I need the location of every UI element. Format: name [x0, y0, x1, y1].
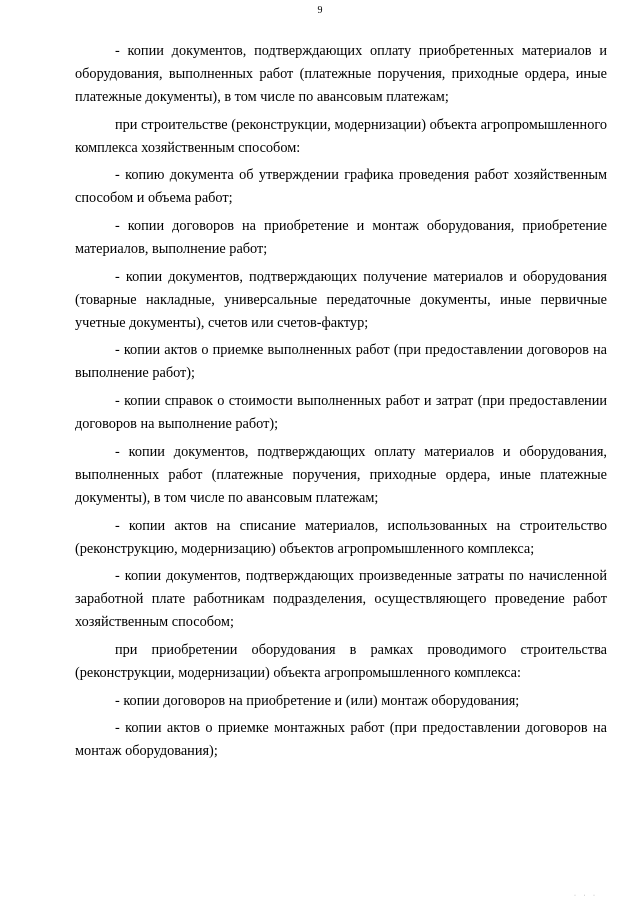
paragraph: при приобретении оборудования в рамках проводимого строительства (реконструкции, модернизации) объекта агропромышленного комплекса:	[75, 641, 607, 681]
paragraph: - копии документов, подтверждающих произведенные затраты по начисленной заработной плате работникам подразделения, осуществляющего проведение работ хозяйственным способом;	[75, 568, 607, 631]
paragraph: - копии договоров на приобретение и монтаж оборудования, приобретение материалов, выполнение работ;	[75, 218, 607, 258]
scan-marks: · · ·	[574, 893, 598, 899]
paragraph: - копии актов о приемке выполненных работ (при предоставлении договоров на выполнение работ);	[75, 342, 607, 382]
paragraph: при строительстве (реконструкции, модернизации) объекта агропромышленного комплекса хозяйственным способом:	[75, 116, 607, 156]
paragraph: - копии актов на списание материалов, использованных на строительство (реконструкцию, модернизацию) объектов агропромышленного комплекса;	[75, 517, 607, 557]
paragraph: - копии договоров на приобретение и (или) монтаж оборудования;	[115, 692, 520, 709]
paragraph: - копии документов, подтверждающих получение материалов и оборудования (товарные накладные, универсальные передаточные документы, иные первичные учетные документы), счетов или счетов-фактур;	[75, 268, 607, 331]
page-number: 9	[317, 5, 323, 16]
document-body	[75, 40, 607, 768]
paragraph: - копии актов о приемке монтажных работ (при предоставлении договоров на монтаж оборудования);	[75, 720, 607, 760]
paragraph: - копии документов, подтверждающих оплату приобретенных материалов и оборудования, выполненных работ (платежные поручения, приходные ордера, иные платежные документы), в том числе по авансовым платежам;	[75, 43, 607, 105]
paragraph: - копии справок о стоимости выполненных работ и затрат (при предоставлении договоров на выполнение работ);	[75, 393, 607, 433]
paragraph: - копии документов, подтверждающих оплату материалов и оборудования, выполненных работ (платежные поручения, приходные ордера, иные платежные документы), в том числе по авансовым платежам;	[75, 443, 607, 506]
paragraph: - копию документа об утверждении графика проведения работ хозяйственным способом и объема работ;	[75, 167, 607, 207]
